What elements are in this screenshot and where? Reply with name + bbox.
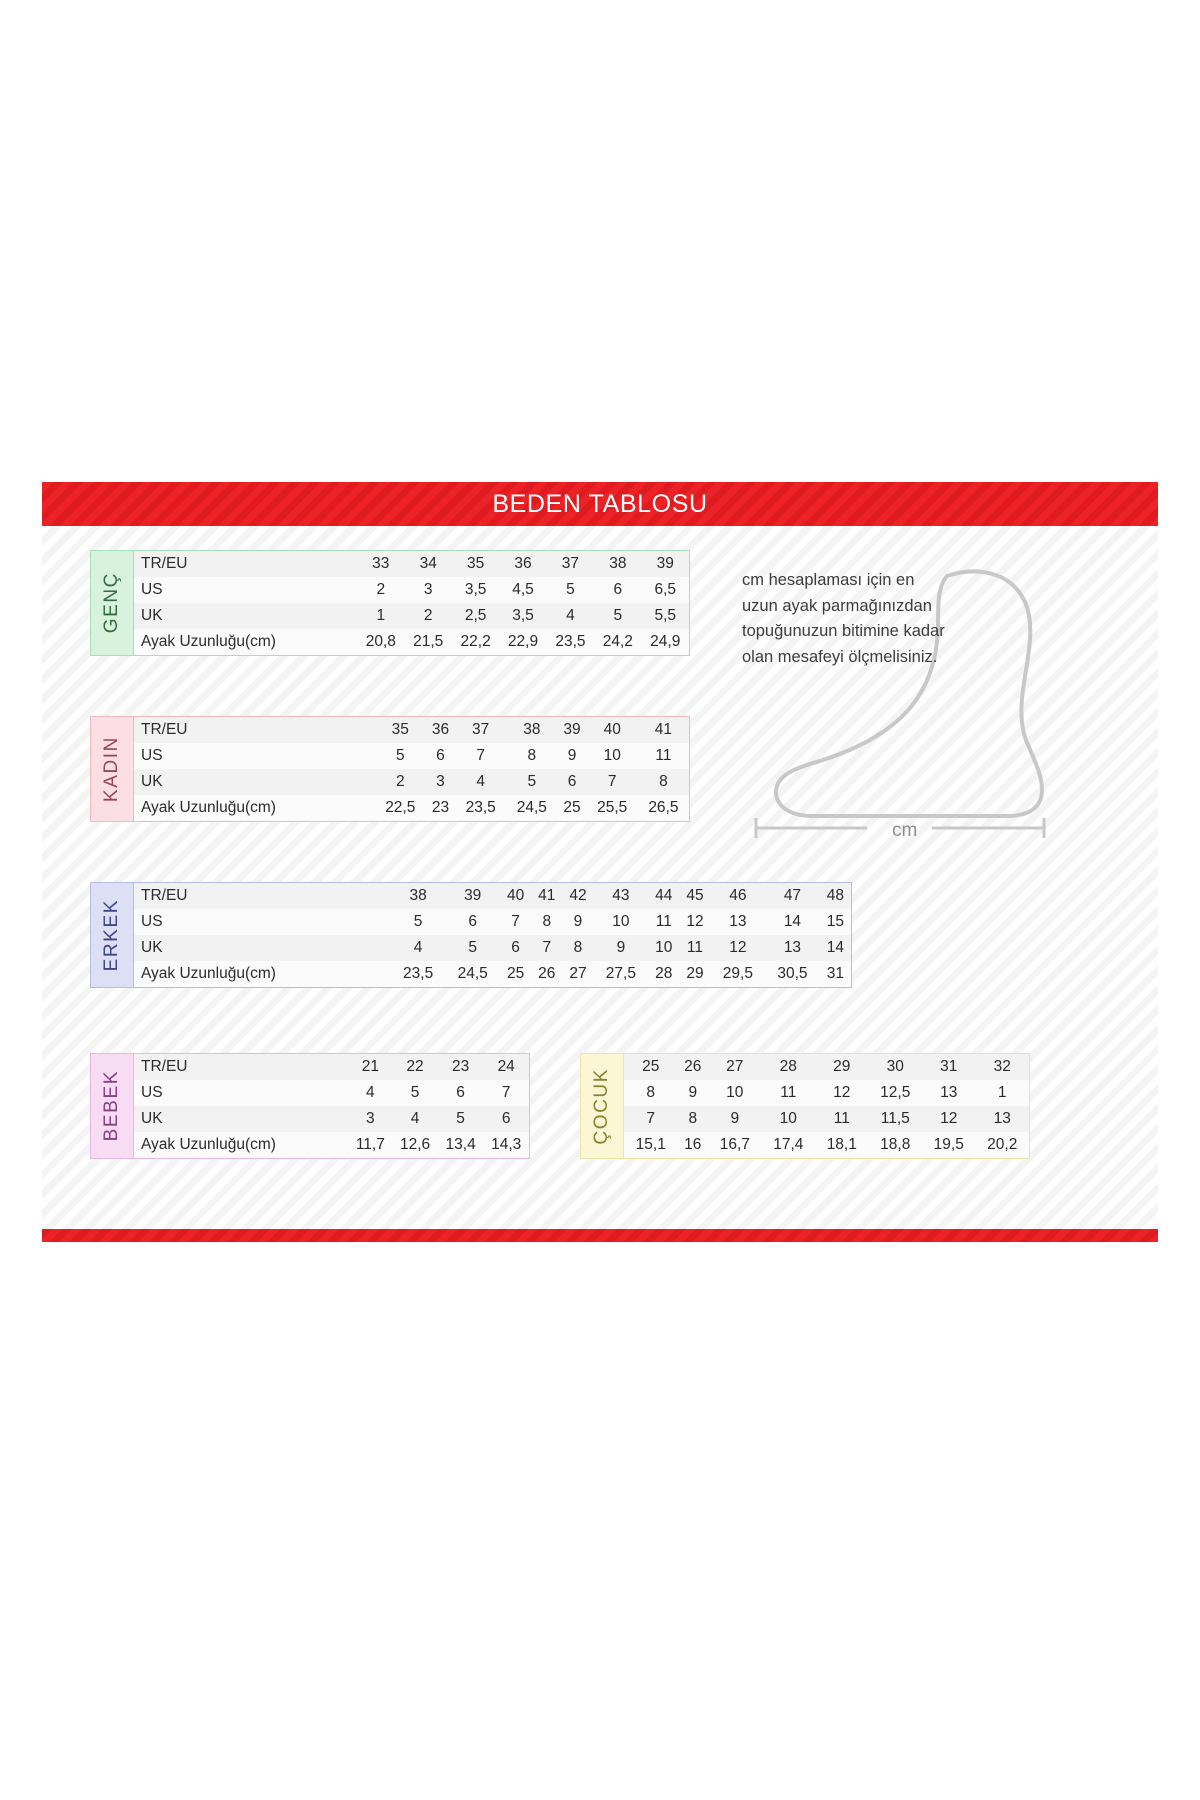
cell: 39 bbox=[656, 555, 674, 572]
cell: 7 bbox=[511, 913, 520, 930]
cell: 5 bbox=[468, 939, 477, 956]
cell: 25 bbox=[506, 965, 525, 982]
cell: 3 bbox=[366, 1110, 375, 1127]
cell: 37 bbox=[472, 721, 490, 738]
cell: 39 bbox=[464, 887, 482, 904]
cell: 42 bbox=[569, 887, 587, 904]
cell: 9 bbox=[567, 747, 577, 764]
table-row bbox=[134, 909, 851, 935]
cell: 13,4 bbox=[445, 1136, 476, 1153]
measurement-info-panel bbox=[742, 558, 1112, 888]
cell: 47 bbox=[783, 887, 802, 904]
cocuk-table bbox=[624, 1054, 1029, 1158]
cell: 16 bbox=[684, 1136, 702, 1153]
cell: 7 bbox=[501, 1084, 511, 1101]
size-block-kadin bbox=[90, 716, 690, 822]
size-block-kadin-table-wrap bbox=[134, 717, 689, 821]
size-block-bebek-table-wrap bbox=[134, 1054, 529, 1158]
cell: 10 bbox=[612, 913, 630, 930]
cell: 36 bbox=[514, 555, 532, 572]
cell: 18,8 bbox=[880, 1136, 911, 1153]
table-row bbox=[134, 743, 689, 769]
size-block-kadin-label-text: KADIN bbox=[101, 735, 122, 803]
cell: 27,5 bbox=[605, 965, 636, 982]
table-row bbox=[134, 961, 851, 987]
cell: 30,5 bbox=[777, 965, 808, 982]
cell: 2,5 bbox=[464, 607, 487, 624]
cell: 18,1 bbox=[826, 1136, 857, 1153]
chart-footer-stripe bbox=[42, 1229, 1158, 1242]
cell: 11 bbox=[833, 1110, 850, 1127]
cell: 14 bbox=[783, 913, 802, 930]
row-label: Ayak Uzunluğu(cm) bbox=[141, 965, 276, 982]
cell: 3,5 bbox=[464, 581, 487, 598]
cell: 41 bbox=[654, 721, 673, 738]
row-label: Ayak Uzunluğu(cm) bbox=[141, 799, 276, 816]
table-row bbox=[134, 935, 851, 961]
cell: 20,2 bbox=[987, 1136, 1018, 1153]
cell: 40 bbox=[506, 887, 525, 904]
cell: 5 bbox=[527, 773, 537, 790]
cell: 29,5 bbox=[722, 965, 753, 982]
cell: 43 bbox=[612, 887, 630, 904]
cell: 7 bbox=[542, 939, 552, 956]
cm-unit-label: cm bbox=[892, 820, 918, 841]
table-row bbox=[134, 603, 689, 629]
page-title: BEDEN TABLOSU bbox=[492, 489, 708, 518]
cell: 37 bbox=[561, 555, 580, 572]
cell: 9 bbox=[573, 913, 583, 930]
cell: 6 bbox=[456, 1084, 465, 1101]
cell: 33 bbox=[372, 555, 390, 572]
cell: 2 bbox=[395, 773, 405, 790]
size-block-cocuk bbox=[580, 1053, 1030, 1159]
row-label: UK bbox=[141, 773, 163, 790]
cell: 10 bbox=[726, 1084, 744, 1101]
cell: 24,9 bbox=[650, 633, 681, 650]
cell: 48 bbox=[826, 887, 844, 904]
cell: 12,6 bbox=[399, 1136, 431, 1153]
size-block-erkek-label-text: ERKEK bbox=[101, 898, 122, 972]
cell: 11 bbox=[780, 1084, 797, 1101]
cell: 19,5 bbox=[933, 1136, 964, 1153]
table-row bbox=[134, 577, 689, 603]
cell: 14 bbox=[826, 939, 844, 956]
table-row bbox=[134, 551, 689, 577]
row-label: US bbox=[141, 913, 163, 930]
size-block-genc-label-text: GENÇ bbox=[101, 572, 122, 634]
cell: 4 bbox=[410, 1110, 420, 1127]
cell: 5 bbox=[566, 581, 575, 598]
table-row bbox=[134, 1106, 529, 1132]
cell: 23 bbox=[431, 799, 450, 816]
cell: 25 bbox=[642, 1058, 660, 1075]
cell: 29 bbox=[833, 1058, 851, 1075]
row-label: TR/EU bbox=[141, 555, 188, 572]
cell: 26 bbox=[538, 965, 556, 982]
cell: 15 bbox=[826, 913, 844, 930]
cell: 3 bbox=[423, 581, 433, 598]
cell: 7 bbox=[646, 1110, 656, 1127]
table-row bbox=[624, 1054, 1029, 1080]
cell: 15,1 bbox=[635, 1136, 666, 1153]
cell: 5 bbox=[395, 747, 405, 764]
cell: 23,5 bbox=[403, 965, 434, 982]
chart-header bbox=[42, 482, 1158, 526]
row-label: US bbox=[141, 581, 163, 598]
cell: 12 bbox=[940, 1110, 958, 1127]
cell: 10 bbox=[603, 747, 621, 764]
table-row bbox=[624, 1132, 1029, 1158]
size-block-cocuk-table-wrap bbox=[624, 1054, 1029, 1158]
cell: 36 bbox=[431, 721, 450, 738]
chart-body bbox=[42, 526, 1158, 1238]
cell: 35 bbox=[466, 555, 485, 572]
cell: 2 bbox=[376, 581, 386, 598]
cell: 20,8 bbox=[365, 633, 396, 650]
cell: 6 bbox=[468, 913, 477, 930]
row-label: TR/EU bbox=[141, 721, 188, 738]
table-row bbox=[134, 795, 689, 821]
cell: 41 bbox=[538, 887, 556, 904]
size-block-erkek-table-wrap bbox=[134, 883, 851, 987]
cell: 38 bbox=[409, 887, 427, 904]
table-row bbox=[624, 1080, 1029, 1106]
cell: 13 bbox=[729, 913, 747, 930]
table-row bbox=[134, 769, 689, 795]
cell: 6 bbox=[436, 747, 445, 764]
cell: 17,4 bbox=[773, 1136, 804, 1153]
table-row bbox=[134, 1080, 529, 1106]
row-label: Ayak Uzunluğu(cm) bbox=[141, 1136, 276, 1153]
cell: 31 bbox=[826, 965, 844, 982]
size-block-cocuk-label-text: ÇOCUK bbox=[591, 1067, 612, 1145]
cell: 22,9 bbox=[507, 633, 539, 650]
cell: 23,5 bbox=[465, 799, 496, 816]
cell: 13 bbox=[940, 1084, 958, 1101]
row-label: US bbox=[141, 1084, 163, 1101]
cell: 11 bbox=[655, 913, 672, 930]
cell: 28 bbox=[655, 965, 673, 982]
cell: 9 bbox=[688, 1084, 698, 1101]
cell: 11 bbox=[686, 939, 704, 956]
cell: 4 bbox=[476, 773, 485, 790]
cell: 3 bbox=[436, 773, 445, 790]
cell: 16,7 bbox=[719, 1136, 750, 1153]
cell: 5 bbox=[410, 1084, 420, 1101]
cell: 11 bbox=[655, 747, 672, 764]
cell: 5 bbox=[413, 913, 423, 930]
cell: 4 bbox=[366, 1084, 375, 1101]
cell: 4 bbox=[413, 939, 423, 956]
size-chart-card bbox=[42, 482, 1158, 1242]
cell: 26 bbox=[684, 1058, 702, 1075]
cell: 12 bbox=[729, 939, 747, 956]
cell: 25 bbox=[563, 799, 581, 816]
size-block-cocuk-label bbox=[581, 1054, 624, 1158]
cell: 12 bbox=[686, 913, 704, 930]
cell: 35 bbox=[391, 721, 409, 738]
cell: 39 bbox=[563, 721, 581, 738]
measurement-instructions: cm hesaplaması için en uzun ayak parmağınızdan topuğunuzun bitimine kadar olan mesafeyi ölçmelisiniz. bbox=[742, 571, 945, 666]
cell: 5 bbox=[613, 607, 623, 624]
cell: 8 bbox=[646, 1084, 656, 1101]
size-block-genc bbox=[90, 550, 690, 656]
cell: 12 bbox=[833, 1084, 851, 1101]
cell: 6 bbox=[567, 773, 577, 790]
size-block-bebek bbox=[90, 1053, 530, 1159]
cell: 24 bbox=[497, 1058, 515, 1075]
cell: 28 bbox=[779, 1058, 797, 1075]
cell: 3,5 bbox=[512, 607, 534, 624]
cell: 11,7 bbox=[355, 1136, 385, 1153]
kadin-table bbox=[134, 717, 689, 821]
table-row bbox=[134, 717, 689, 743]
cell: 22,5 bbox=[385, 799, 416, 816]
cell: 34 bbox=[419, 555, 437, 572]
cell: 9 bbox=[730, 1110, 740, 1127]
cell: 40 bbox=[603, 721, 621, 738]
cell: 6 bbox=[613, 581, 623, 598]
table-row bbox=[134, 629, 689, 655]
row-label: TR/EU bbox=[141, 1058, 188, 1075]
row-label: Ayak Uzunluğu(cm) bbox=[141, 633, 276, 650]
cell: 13 bbox=[783, 939, 802, 956]
cell: 4 bbox=[566, 607, 575, 624]
cell: 9 bbox=[616, 939, 626, 956]
erkek-table bbox=[134, 883, 851, 987]
size-block-erkek bbox=[90, 882, 852, 988]
cell: 10 bbox=[655, 939, 673, 956]
cell: 22,2 bbox=[460, 633, 491, 650]
cell: 5 bbox=[456, 1110, 465, 1127]
cell: 8 bbox=[659, 773, 668, 790]
cm-measure-line bbox=[742, 813, 1112, 843]
cell: 25,5 bbox=[597, 799, 628, 816]
row-label: US bbox=[141, 747, 163, 764]
cell: 14,3 bbox=[491, 1136, 522, 1153]
row-label: TR/EU bbox=[141, 887, 188, 904]
table-row bbox=[134, 1132, 529, 1158]
cell: 22 bbox=[406, 1058, 424, 1075]
cell: 5,5 bbox=[654, 607, 677, 624]
cell: 8 bbox=[527, 747, 537, 764]
cell: 29 bbox=[686, 965, 704, 982]
cell: 24,2 bbox=[602, 633, 633, 650]
cell: 10 bbox=[779, 1110, 797, 1127]
cell: 11,5 bbox=[880, 1110, 910, 1127]
cell: 8 bbox=[573, 939, 583, 956]
cell: 27 bbox=[569, 965, 587, 982]
cell: 1 bbox=[997, 1084, 1007, 1101]
cell: 8 bbox=[542, 913, 552, 930]
cell: 13 bbox=[993, 1110, 1011, 1127]
cell: 12,5 bbox=[880, 1084, 911, 1101]
cell: 46 bbox=[729, 887, 747, 904]
cell: 44 bbox=[655, 887, 673, 904]
cell: 1 bbox=[376, 607, 386, 624]
cell: 21 bbox=[361, 1058, 379, 1075]
genc-table bbox=[134, 551, 689, 655]
cell: 24,5 bbox=[516, 799, 547, 816]
size-block-genc-table-wrap bbox=[134, 551, 689, 655]
cell: 6 bbox=[501, 1110, 511, 1127]
cell: 8 bbox=[688, 1110, 698, 1127]
size-block-bebek-label-text: BEBEK bbox=[101, 1070, 122, 1142]
cell: 30 bbox=[886, 1058, 904, 1075]
table-row bbox=[134, 1054, 529, 1080]
cell: 7 bbox=[607, 773, 617, 790]
row-label: UK bbox=[141, 939, 163, 956]
cell: 7 bbox=[476, 747, 485, 764]
row-label: UK bbox=[141, 1110, 163, 1127]
cell: 24,5 bbox=[457, 965, 488, 982]
cell: 38 bbox=[523, 721, 541, 738]
cell: 6,5 bbox=[654, 581, 677, 598]
cell: 31 bbox=[940, 1058, 958, 1075]
size-block-bebek-label bbox=[91, 1054, 134, 1158]
cell: 2 bbox=[423, 607, 433, 624]
row-label: UK bbox=[141, 607, 163, 624]
cell: 38 bbox=[609, 555, 627, 572]
cell: 21,5 bbox=[413, 633, 444, 650]
cell: 6 bbox=[511, 939, 520, 956]
cell: 45 bbox=[686, 887, 704, 904]
bebek-table bbox=[134, 1054, 529, 1158]
table-row bbox=[624, 1106, 1029, 1132]
cell: 4,5 bbox=[512, 581, 534, 598]
cell: 27 bbox=[726, 1058, 744, 1075]
cell: 32 bbox=[993, 1058, 1011, 1075]
cell: 26,5 bbox=[648, 799, 679, 816]
size-block-genc-label bbox=[91, 551, 134, 655]
cell: 23 bbox=[451, 1058, 470, 1075]
size-block-erkek-label bbox=[91, 883, 134, 987]
size-block-kadin-label bbox=[91, 717, 134, 821]
cell: 23,5 bbox=[555, 633, 586, 650]
